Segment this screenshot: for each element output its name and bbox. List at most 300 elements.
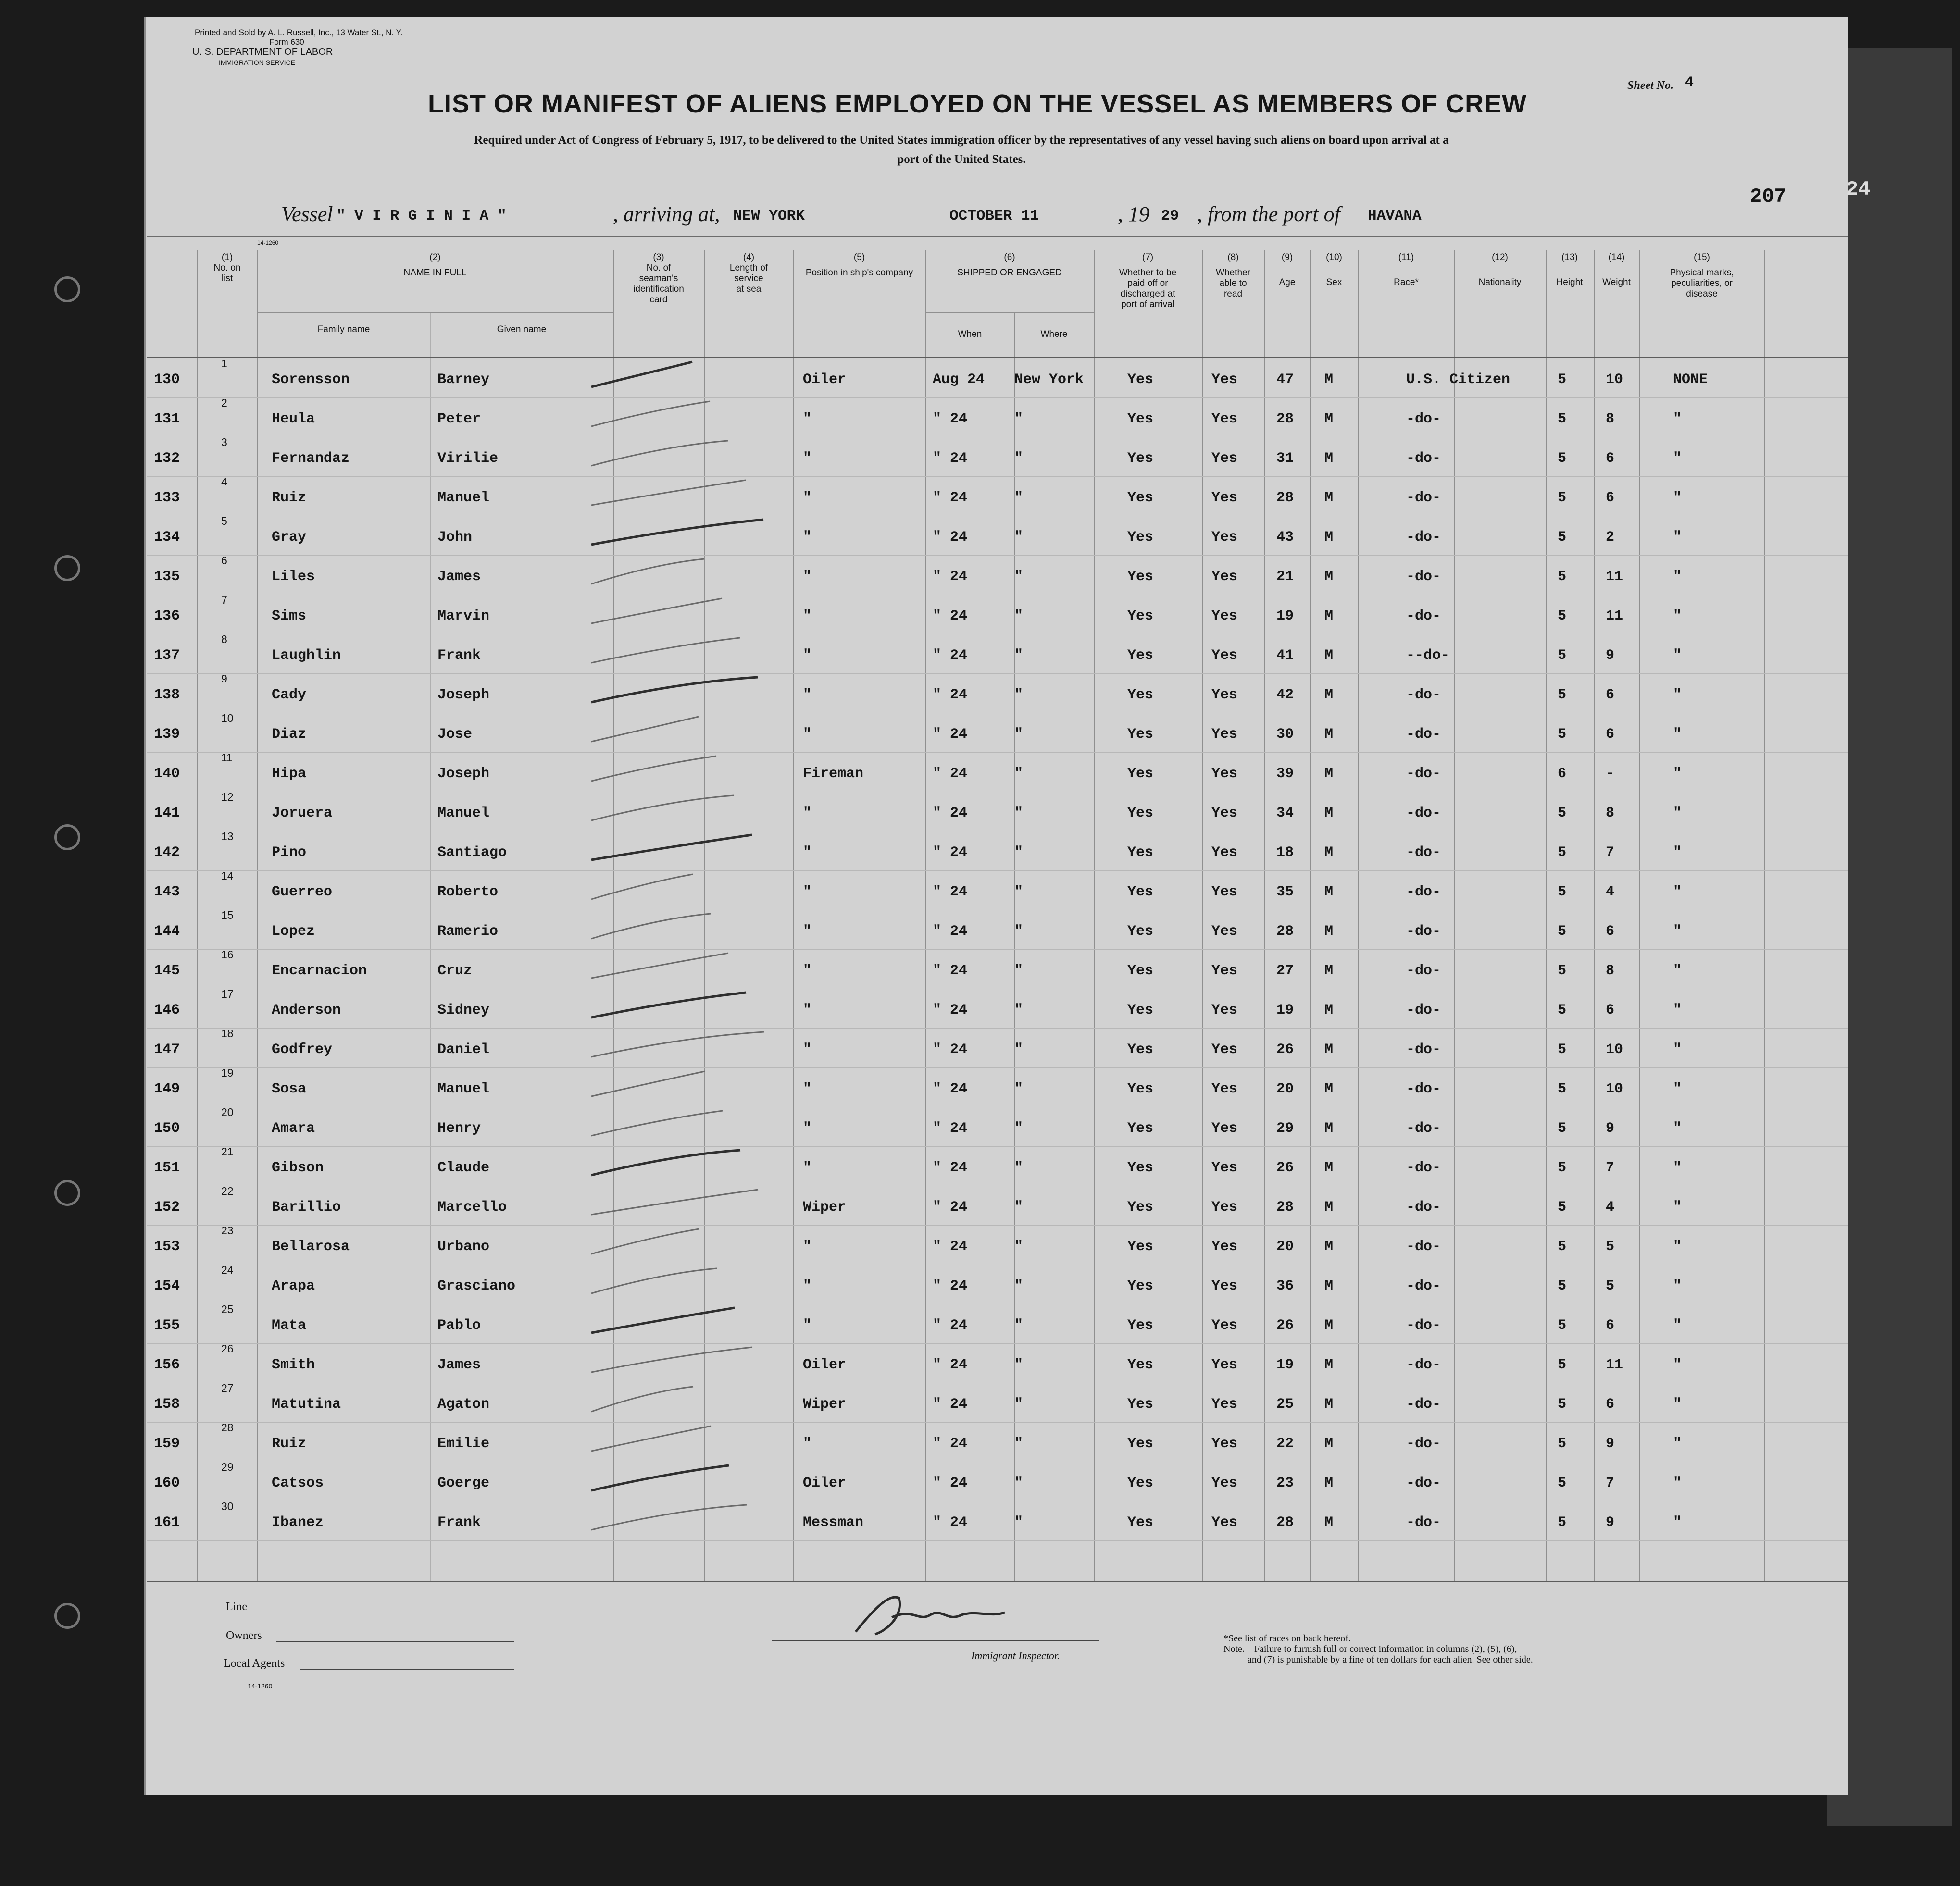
physical-marks: " xyxy=(1673,1278,1682,1294)
pencil-check-mark xyxy=(577,1383,779,1421)
origin-port: HAVANA xyxy=(1368,208,1422,224)
physical-marks: " xyxy=(1673,490,1682,506)
col-header-height: (13) Height xyxy=(1556,252,1583,287)
table-row xyxy=(0,1027,1960,1071)
from-label: , from the port of xyxy=(1197,202,1340,226)
paid-off: Yes xyxy=(1127,766,1154,782)
pencil-check-mark xyxy=(577,870,779,909)
height: 5 xyxy=(1558,1002,1567,1018)
punch-hole xyxy=(54,1603,80,1629)
age: 26 xyxy=(1276,1042,1294,1058)
family-name: Lopez xyxy=(272,923,315,940)
shipped-where: " xyxy=(1014,569,1024,585)
paid-off: Yes xyxy=(1127,1120,1154,1137)
table-row xyxy=(0,475,1960,520)
row-rule xyxy=(147,1225,1848,1226)
race-nationality: -do- xyxy=(1406,1278,1441,1294)
paid-off: Yes xyxy=(1127,569,1154,585)
shipped-when: " 24 xyxy=(933,1199,968,1216)
shipped-where: " xyxy=(1014,1317,1024,1334)
able-to-read: Yes xyxy=(1211,1278,1238,1294)
weight: 7 xyxy=(1606,1475,1615,1491)
row-rule xyxy=(147,1343,1848,1344)
col-header-name: (2) NAME IN FULL xyxy=(403,252,467,278)
col-header-sex: (10) Sex xyxy=(1326,252,1342,287)
position: " xyxy=(803,450,812,467)
given-name: James xyxy=(437,569,481,585)
sex: M xyxy=(1324,766,1334,782)
physical-marks: " xyxy=(1673,411,1682,427)
weight: 7 xyxy=(1606,844,1615,861)
family-name: Sosa xyxy=(272,1081,307,1097)
able-to-read: Yes xyxy=(1211,608,1238,624)
age: 19 xyxy=(1276,1357,1294,1373)
height: 5 xyxy=(1558,608,1567,624)
height: 5 xyxy=(1558,1081,1567,1097)
physical-marks: " xyxy=(1673,1514,1682,1531)
able-to-read: Yes xyxy=(1211,1042,1238,1058)
physical-marks: " xyxy=(1673,923,1682,940)
position: " xyxy=(803,1436,812,1452)
able-to-read: Yes xyxy=(1211,687,1238,703)
given-name: Grasciano xyxy=(437,1278,516,1294)
shipped-where: " xyxy=(1014,766,1024,782)
able-to-read: Yes xyxy=(1211,1002,1238,1018)
position: " xyxy=(803,1081,812,1097)
weight: 4 xyxy=(1606,1199,1615,1216)
list-number: 4 xyxy=(221,475,227,488)
physical-marks: " xyxy=(1673,450,1682,467)
pencil-check-mark xyxy=(577,1304,779,1342)
table-row xyxy=(0,751,1960,795)
margin-row-number: 149 xyxy=(154,1081,180,1097)
sex: M xyxy=(1324,844,1334,861)
list-number: 22 xyxy=(221,1185,234,1197)
age: 36 xyxy=(1276,1278,1294,1294)
able-to-read: Yes xyxy=(1211,1120,1238,1137)
age: 18 xyxy=(1276,844,1294,861)
shipped-where: " xyxy=(1014,884,1024,900)
margin-row-number: 153 xyxy=(154,1239,180,1255)
arrival-port: NEW YORK xyxy=(733,208,805,224)
punch-hole xyxy=(54,276,80,302)
table-row xyxy=(0,791,1960,835)
physical-marks: " xyxy=(1673,1396,1682,1413)
col-header-shipped: (6) SHIPPED OR ENGAGED xyxy=(957,252,1062,278)
row-rule xyxy=(147,870,1848,871)
position: " xyxy=(803,490,812,506)
bottom-code: 14-1260 xyxy=(248,1682,273,1690)
list-number: 2 xyxy=(221,397,227,409)
height: 5 xyxy=(1558,884,1567,900)
position: " xyxy=(803,805,812,821)
shipped-when: " 24 xyxy=(933,1160,968,1176)
height: 5 xyxy=(1558,844,1567,861)
age: 28 xyxy=(1276,411,1294,427)
position: Messman xyxy=(803,1514,864,1531)
requirement-text: Required under Act of Congress of February 5, 1917, to be delivered to the United States immigration officer by the representatives of any vessel having such aliens on board upon arrival at a port of the United States. xyxy=(474,134,1449,166)
voyage-rule xyxy=(147,236,1848,237)
list-number: 6 xyxy=(221,554,227,567)
sex: M xyxy=(1324,1002,1334,1018)
sex: M xyxy=(1324,1081,1334,1097)
race-nationality: -do- xyxy=(1406,1042,1441,1058)
margin-row-number: 132 xyxy=(154,450,180,467)
margin-row-number: 143 xyxy=(154,884,180,900)
position: " xyxy=(803,411,812,427)
physical-marks: " xyxy=(1673,608,1682,624)
row-rule xyxy=(147,1028,1848,1029)
col-header-physical-marks: (15) Physical marks, peculiarities, or disease xyxy=(1670,252,1734,299)
given-name: Jose xyxy=(437,726,473,743)
shipped-when: " 24 xyxy=(933,647,968,664)
shipped-where: " xyxy=(1014,1357,1024,1373)
given-name: Barney xyxy=(437,372,490,388)
margin-row-number: 138 xyxy=(154,687,180,703)
able-to-read: Yes xyxy=(1211,1199,1238,1216)
col-header-where: Where xyxy=(1040,329,1068,339)
physical-marks: " xyxy=(1673,963,1682,979)
sex: M xyxy=(1324,411,1334,427)
shipped-where: " xyxy=(1014,1278,1024,1294)
physical-marks: " xyxy=(1673,1475,1682,1491)
paid-off: Yes xyxy=(1127,805,1154,821)
given-name: Ramerio xyxy=(437,923,499,940)
pencil-check-mark xyxy=(577,1067,779,1106)
sheet-number: 4 xyxy=(1685,74,1694,91)
shipped-when: " 24 xyxy=(933,1475,968,1491)
height: 5 xyxy=(1558,805,1567,821)
family-name: Sims xyxy=(272,608,307,624)
shipped-when: " 24 xyxy=(933,490,968,506)
weight: 6 xyxy=(1606,1002,1615,1018)
given-name: Pablo xyxy=(437,1317,481,1334)
pencil-check-mark xyxy=(577,713,779,751)
given-name: Marvin xyxy=(437,608,490,624)
able-to-read: Yes xyxy=(1211,884,1238,900)
paid-off: Yes xyxy=(1127,844,1154,861)
col-header-age: (9) Age xyxy=(1279,252,1296,287)
table-row xyxy=(0,515,1960,559)
height: 5 xyxy=(1558,963,1567,979)
family-name: Godfrey xyxy=(272,1042,333,1058)
given-name: Manuel xyxy=(437,490,490,506)
given-name: Manuel xyxy=(437,805,490,821)
table-row xyxy=(0,397,1960,441)
margin-row-number: 150 xyxy=(154,1120,180,1137)
table-row xyxy=(0,1067,1960,1111)
list-number: 28 xyxy=(221,1421,234,1434)
race-nationality: -do- xyxy=(1406,766,1441,782)
height: 5 xyxy=(1558,1436,1567,1452)
table-row xyxy=(0,830,1960,874)
family-name: Ibanez xyxy=(272,1514,324,1531)
printer-line: Printed and Sold by A. L. Russell, Inc., 13 Water St., N. Y. xyxy=(195,28,403,37)
height: 5 xyxy=(1558,1514,1567,1531)
height: 5 xyxy=(1558,1120,1567,1137)
sex: M xyxy=(1324,647,1334,664)
weight: 9 xyxy=(1606,1436,1615,1452)
able-to-read: Yes xyxy=(1211,1357,1238,1373)
able-to-read: Yes xyxy=(1211,726,1238,743)
table-row xyxy=(0,1185,1960,1229)
physical-marks: " xyxy=(1673,1436,1682,1452)
age: 22 xyxy=(1276,1436,1294,1452)
race-nationality: -do- xyxy=(1406,1199,1441,1216)
paid-off: Yes xyxy=(1127,1475,1154,1491)
table-row xyxy=(0,1264,1960,1308)
race-nationality: U.S. Citizen xyxy=(1406,372,1511,388)
weight: 11 xyxy=(1606,569,1623,585)
col-header-given: Given name xyxy=(497,324,547,335)
sex: M xyxy=(1324,1239,1334,1255)
shipped-where: " xyxy=(1014,608,1024,624)
age: 35 xyxy=(1276,884,1294,900)
age: 34 xyxy=(1276,805,1294,821)
sex: M xyxy=(1324,1120,1334,1137)
weight: 9 xyxy=(1606,1514,1615,1531)
family-name: Diaz xyxy=(272,726,307,743)
family-name: Anderson xyxy=(272,1002,341,1018)
weight: 6 xyxy=(1606,923,1615,940)
sex: M xyxy=(1324,1278,1334,1294)
sex: M xyxy=(1324,529,1334,546)
able-to-read: Yes xyxy=(1211,1160,1238,1176)
position: " xyxy=(803,1239,812,1255)
race-nationality: -do- xyxy=(1406,963,1441,979)
position: " xyxy=(803,1042,812,1058)
race-nationality: -do- xyxy=(1406,923,1441,940)
height: 6 xyxy=(1558,766,1567,782)
owners-label: Owners xyxy=(226,1629,262,1642)
list-number: 24 xyxy=(221,1264,234,1276)
service: IMMIGRATION SERVICE xyxy=(219,59,295,66)
sheet-label: Sheet No. xyxy=(1627,79,1673,92)
shipped-when: " 24 xyxy=(933,923,968,940)
weight: 7 xyxy=(1606,1160,1615,1176)
family-name: Arapa xyxy=(272,1278,315,1294)
weight: 6 xyxy=(1606,1317,1615,1334)
col-header-weight: (14) Weight xyxy=(1602,252,1631,287)
shipped-where: " xyxy=(1014,687,1024,703)
position: " xyxy=(803,1120,812,1137)
weight: 5 xyxy=(1606,1278,1615,1294)
shipped-when: " 24 xyxy=(933,1436,968,1452)
table-row xyxy=(0,1303,1960,1347)
margin-row-number: 141 xyxy=(154,805,180,821)
pencil-check-mark xyxy=(577,752,779,791)
sex: M xyxy=(1324,1199,1334,1216)
shipped-where: " xyxy=(1014,1002,1024,1018)
weight: 6 xyxy=(1606,1396,1615,1413)
position: " xyxy=(803,726,812,743)
edge-stamp: 24 xyxy=(1846,178,1871,201)
pencil-check-mark xyxy=(577,989,779,1027)
physical-marks: " xyxy=(1673,647,1682,664)
shipped-where: " xyxy=(1014,805,1024,821)
line-label: Line xyxy=(226,1601,247,1613)
race-nationality: -do- xyxy=(1406,1120,1441,1137)
able-to-read: Yes xyxy=(1211,529,1238,546)
table-row xyxy=(0,869,1960,914)
physical-marks: " xyxy=(1673,1002,1682,1018)
list-number: 12 xyxy=(221,791,234,803)
shipped-where: " xyxy=(1014,963,1024,979)
given-name: Daniel xyxy=(437,1042,490,1058)
paid-off: Yes xyxy=(1127,1239,1154,1255)
age: 28 xyxy=(1276,1514,1294,1531)
inspector-label: Immigrant Inspector. xyxy=(971,1650,1060,1662)
sex: M xyxy=(1324,1436,1334,1452)
able-to-read: Yes xyxy=(1211,1317,1238,1334)
row-rule xyxy=(147,476,1848,477)
paid-off: Yes xyxy=(1127,411,1154,427)
age: 19 xyxy=(1276,608,1294,624)
race-nationality: -do- xyxy=(1406,844,1441,861)
list-number: 18 xyxy=(221,1027,234,1040)
weight: 10 xyxy=(1606,372,1623,388)
pencil-check-mark xyxy=(577,1265,779,1303)
table-row xyxy=(0,1500,1960,1544)
row-rule xyxy=(147,949,1848,950)
table-row xyxy=(0,988,1960,1032)
sex: M xyxy=(1324,372,1334,388)
height: 5 xyxy=(1558,1278,1567,1294)
able-to-read: Yes xyxy=(1211,766,1238,782)
given-name: Manuel xyxy=(437,1081,490,1097)
table-row xyxy=(0,909,1960,953)
weight: 6 xyxy=(1606,687,1615,703)
paid-off: Yes xyxy=(1127,372,1154,388)
sex: M xyxy=(1324,726,1334,743)
height: 5 xyxy=(1558,372,1567,388)
weight: 5 xyxy=(1606,1239,1615,1255)
weight: 8 xyxy=(1606,411,1615,427)
table-row xyxy=(0,1106,1960,1150)
sex: M xyxy=(1324,1160,1334,1176)
shipped-when: " 24 xyxy=(933,963,968,979)
table-row xyxy=(0,554,1960,598)
able-to-read: Yes xyxy=(1211,963,1238,979)
physical-marks: " xyxy=(1673,687,1682,703)
margin-row-number: 161 xyxy=(154,1514,180,1531)
paid-off: Yes xyxy=(1127,529,1154,546)
shipped-when: " 24 xyxy=(933,1278,968,1294)
weight: 4 xyxy=(1606,884,1615,900)
row-rule xyxy=(147,555,1848,556)
weight: - xyxy=(1606,766,1615,782)
race-nationality: -do- xyxy=(1406,884,1441,900)
able-to-read: Yes xyxy=(1211,1239,1238,1255)
weight: 6 xyxy=(1606,726,1615,743)
margin-row-number: 146 xyxy=(154,1002,180,1018)
pencil-check-mark xyxy=(577,1422,779,1461)
margin-row-number: 133 xyxy=(154,490,180,506)
age: 26 xyxy=(1276,1160,1294,1176)
shipped-when: " 24 xyxy=(933,450,968,467)
family-name: Gibson xyxy=(272,1160,324,1176)
side-code: 14-1260 xyxy=(257,239,279,246)
race-nationality: -do- xyxy=(1406,1396,1441,1413)
able-to-read: Yes xyxy=(1211,1514,1238,1531)
given-name: Emilie xyxy=(437,1436,490,1452)
pencil-check-mark xyxy=(577,634,779,672)
physical-marks: " xyxy=(1673,844,1682,861)
race-nationality: -do- xyxy=(1406,411,1441,427)
arrival-date: OCTOBER 11 xyxy=(949,208,1039,224)
physical-marks: " xyxy=(1673,766,1682,782)
margin-row-number: 131 xyxy=(154,411,180,427)
table-row xyxy=(0,1421,1960,1465)
able-to-read: Yes xyxy=(1211,1475,1238,1491)
sex: M xyxy=(1324,687,1334,703)
col-header-service-length: (4) Length of service at sea xyxy=(729,252,768,294)
race-nationality: -do- xyxy=(1406,1317,1441,1334)
margin-row-number: 155 xyxy=(154,1317,180,1334)
physical-marks: " xyxy=(1673,1160,1682,1176)
shipped-where: " xyxy=(1014,1514,1024,1531)
margin-row-number: 158 xyxy=(154,1396,180,1413)
shipped-when: " 24 xyxy=(933,1239,968,1255)
able-to-read: Yes xyxy=(1211,490,1238,506)
given-name: Frank xyxy=(437,647,481,664)
shipped-where: " xyxy=(1014,1239,1024,1255)
position: " xyxy=(803,923,812,940)
row-rule xyxy=(147,1540,1848,1541)
row-rule xyxy=(147,1146,1848,1147)
family-name: Catsos xyxy=(272,1475,324,1491)
pencil-check-mark xyxy=(577,910,779,948)
shipped-where: " xyxy=(1014,647,1024,664)
height: 5 xyxy=(1558,726,1567,743)
physical-marks: " xyxy=(1673,569,1682,585)
paid-off: Yes xyxy=(1127,490,1154,506)
position: " xyxy=(803,884,812,900)
list-number: 15 xyxy=(221,909,234,921)
able-to-read: Yes xyxy=(1211,647,1238,664)
given-name: Marcello xyxy=(437,1199,507,1216)
shipped-when: " 24 xyxy=(933,569,968,585)
shipped-when: " 24 xyxy=(933,1081,968,1097)
shipped-when: " 24 xyxy=(933,608,968,624)
race-nationality: -do- xyxy=(1406,569,1441,585)
year-prefix: , 19 xyxy=(1118,202,1149,226)
shipped-when: Aug 24 xyxy=(933,372,985,388)
margin-row-number: 145 xyxy=(154,963,180,979)
age: 27 xyxy=(1276,963,1294,979)
given-name: Joseph xyxy=(437,766,490,782)
sex: M xyxy=(1324,1396,1334,1413)
shipped-where: " xyxy=(1014,411,1024,427)
given-name: Frank xyxy=(437,1514,481,1531)
pencil-check-mark xyxy=(577,476,779,515)
weight: 6 xyxy=(1606,490,1615,506)
weight: 11 xyxy=(1606,608,1623,624)
height: 5 xyxy=(1558,1317,1567,1334)
list-number: 1 xyxy=(221,357,227,370)
list-number: 5 xyxy=(221,515,227,527)
page-stamp: 207 xyxy=(1750,185,1786,208)
table-row xyxy=(0,357,1960,401)
shipped-where: " xyxy=(1014,1436,1024,1452)
sex: M xyxy=(1324,884,1334,900)
physical-marks: " xyxy=(1673,529,1682,546)
position: Fireman xyxy=(803,766,864,782)
weight: 2 xyxy=(1606,529,1615,546)
paid-off: Yes xyxy=(1127,1278,1154,1294)
margin-row-number: 135 xyxy=(154,569,180,585)
list-number: 11 xyxy=(221,751,233,764)
